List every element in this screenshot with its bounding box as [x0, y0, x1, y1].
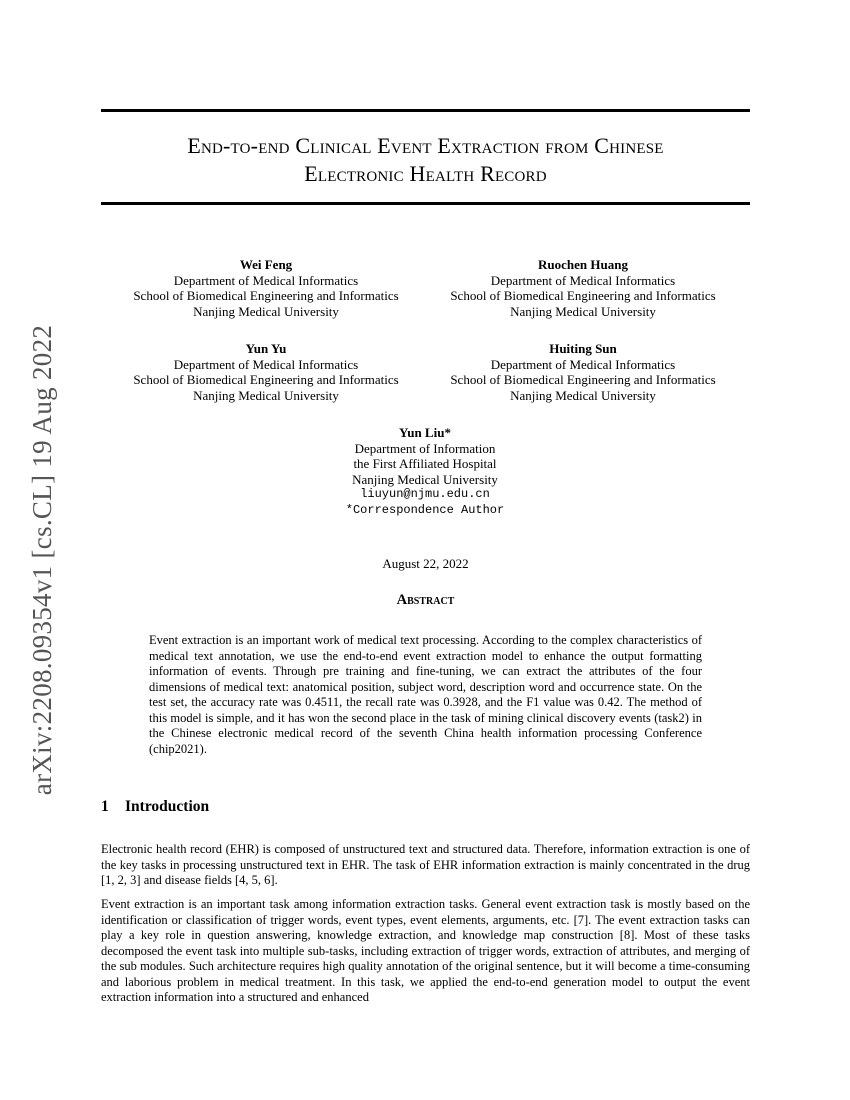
paper-title: [101, 132, 750, 188]
title-rule-top: [101, 109, 750, 112]
author-email: liuyun@njmu.edu.cn: [360, 487, 490, 501]
title-line-1: End-to-end Clinical Event Extraction from Chinese: [187, 133, 664, 158]
author-affiliation: School of Biomedical Engineering and Informatics: [133, 288, 399, 303]
title-rule-bottom: [101, 202, 750, 205]
paper-date: August 22, 2022: [382, 556, 469, 571]
author-affiliation: Department of Medical Informatics: [173, 356, 359, 372]
section-title: Introduction: [125, 798, 210, 815]
correspondence-note: *Correspondence Author: [345, 502, 505, 517]
abstract-heading: Abstract: [396, 592, 455, 608]
title-line-2: Electronic Health Record: [304, 161, 547, 186]
author-block: [427, 341, 739, 403]
author-affiliation: Nanjing Medical University: [510, 303, 656, 319]
section-number: 1: [101, 798, 109, 815]
author-affiliation: Department of Information: [354, 440, 496, 456]
author-affiliation: Nanjing Medical University: [510, 387, 656, 403]
author-affiliation: Nanjing Medical University: [352, 471, 498, 487]
author-affiliation: School of Biomedical Engineering and Informatics: [450, 372, 716, 387]
author-name: Yun Liu*: [399, 425, 451, 440]
author-affiliation: Department of Medical Informatics: [490, 356, 676, 372]
author-name: Yun Yu: [245, 341, 287, 356]
author-affiliation: Nanjing Medical University: [193, 303, 339, 319]
corresponding-author-block: [275, 425, 575, 518]
author-affiliation: School of Biomedical Engineering and Informatics: [450, 288, 716, 303]
author-affiliation: School of Biomedical Engineering and Informatics: [133, 372, 399, 387]
author-block: [110, 341, 422, 403]
author-affiliation: Nanjing Medical University: [193, 387, 339, 403]
author-block: [427, 257, 739, 319]
author-block: [110, 257, 422, 319]
author-name: Wei Feng: [239, 257, 293, 272]
author-name: Ruochen Huang: [538, 257, 628, 272]
abstract-text: Event extraction is an important work of medical text processing. According to the complex characteristics of medical text annotation, we use the end-to-end event extraction model to enhance the output formatting information of events. Through pre training and fine-tuning, we can extract the attributes of the four dimensions of medical text: anatomical position, subject word, description word and occurrence state. On the test set, the accuracy rate was 0.4511, the recall rate was 0.3928, and the F1 value was 0.42. The method of this model is simple, and it has won the second place in the task of mining clinical discovery events (task2) in the Chinese electronic medical record of the seventh China health information processing Conference (chip2021).: [149, 633, 702, 756]
body-paragraph: Electronic health record (EHR) is composed of unstructured text and structured data. Therefore, information extraction is one of the key tasks in processing unstructured text in EHR. The task of EHR information extraction is mainly concentrated in the drug [1, 2, 3] and disease fields [4, 5, 6].: [101, 842, 750, 887]
body-paragraph: Event extraction is an important task among information extraction tasks. General event extraction task is mostly based on the identification or classification of trigger words, event types, event elements, arguments, etc. [7]. The event extraction tasks can play a key role in question answering, knowledge extraction, and knowledge map construction [8]. Most of these tasks decomposed the event task into multiple sub-tasks, including extraction of trigger words, extraction of attributes, and merging of the sub modules. Such architecture requires high quality annotation of the original sentence, but it will become a time-consuming and laborious problem in medical treatment. In this task, we applied the end-to-end generation model to output the event extraction information into a structured and enhanced: [101, 897, 750, 1004]
section-heading: [101, 798, 209, 816]
arxiv-side-label: arXiv:2208.09354v1 [cs.CL] 19 Aug 2022: [27, 324, 57, 796]
author-affiliation: the First Affiliated Hospital: [353, 456, 497, 471]
author-affiliation: Department of Medical Informatics: [173, 272, 359, 288]
author-name: Huiting Sun: [549, 341, 617, 356]
author-affiliation: Department of Medical Informatics: [490, 272, 676, 288]
